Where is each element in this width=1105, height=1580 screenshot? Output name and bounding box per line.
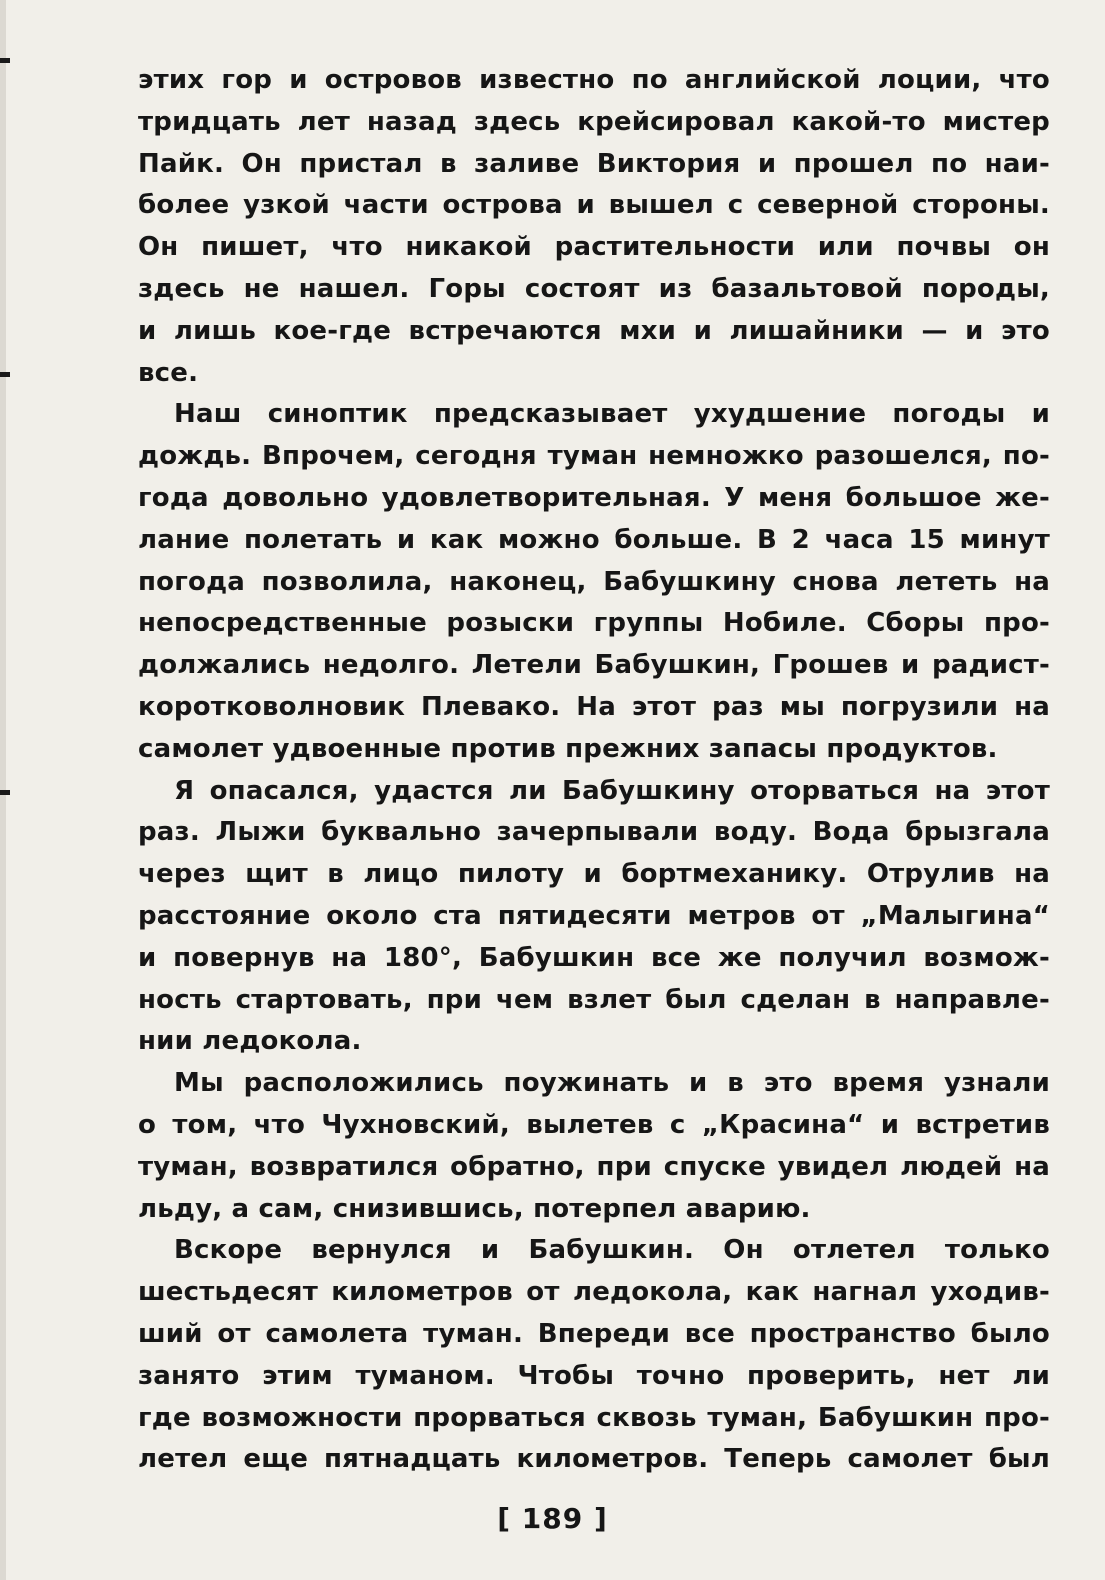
text-line: самолет удвоенные против прежних запасы продуктов. — [138, 733, 998, 764]
text-line: раз. Лыжи буквально зачерпывали воду. Вода брызгала — [138, 817, 1050, 848]
text-line: о том, что Чухновский, вылетев с „Красина“ и встретив — [138, 1109, 1050, 1140]
paragraph-3 — [138, 771, 1050, 1064]
text-line: более узкой части острова и вышел с северной стороны. — [138, 190, 1050, 221]
text-line: нии ледокола. — [138, 1026, 362, 1057]
text-line: непосредственные розыски группы Нобиле. Сборы про- — [138, 608, 1050, 639]
binding-mark — [0, 372, 10, 377]
text-line: дождь. Впрочем, сегодня туман немножко разошелся, по- — [138, 441, 1050, 472]
text-line: Пайк. Он пристал в заливе Виктория и прошел по наи- — [138, 148, 1050, 179]
text-line: расстояние около ста пятидесяти метров от „Малыгина“ — [138, 900, 1050, 931]
text-line: должались недолго. Летели Бабушкин, Грошев и радист- — [138, 650, 1050, 681]
text-line: занято этим туманом. Чтобы точно проверить, нет ли — [138, 1360, 1050, 1391]
text-line: и повернув на 180°, Бабушкин все же получил возмож- — [138, 942, 1050, 973]
paragraph-4 — [138, 1063, 1050, 1230]
text-line: Мы расположились поужинать и в это время узнали — [174, 1068, 1050, 1099]
text-line: Вскоре вернулся и Бабушкин. Он отлетел только — [174, 1235, 1050, 1266]
text-line: шестьдесят километров от ледокола, как нагнал уходив- — [138, 1277, 1050, 1308]
paragraph-2 — [138, 394, 1050, 770]
text-line: ность стартовать, при чем взлет был сделан в направле- — [138, 984, 1050, 1015]
page-number: [ 189 ] — [497, 1502, 608, 1535]
page-body — [138, 60, 1050, 1481]
text-line: этих гор и островов известно по английской лоции, что — [138, 65, 1050, 95]
text-line: тридцать лет назад здесь крейсировал какой-то мистер — [138, 106, 1050, 137]
binding-mark — [0, 58, 10, 63]
text-line: летел еще пятнадцать километров. Теперь самолет был — [138, 1444, 1050, 1475]
text-line: туман, возвратился обратно, при спуске увидел людей на — [138, 1151, 1050, 1182]
text-line: где возможности прорваться сквозь туман, Бабушкин про- — [138, 1402, 1050, 1433]
text-line: здесь не нашел. Горы состоят из базальтовой породы, — [138, 273, 1050, 304]
text-line: все. — [138, 357, 199, 388]
text-line: Я опасался, удастся ли Бабушкину оторваться на этот — [174, 775, 1050, 806]
text-line: ший от самолета туман. Впереди все пространство было — [138, 1318, 1050, 1349]
text-line: лание полетать и как можно больше. В 2 часа 15 минут — [138, 524, 1050, 555]
text-line: погода позволила, наконец, Бабушкину снова лететь на — [138, 566, 1050, 597]
text-line: коротковолновик Плевако. На этот раз мы погрузили на — [138, 691, 1050, 722]
text-line: года довольно удовлетворительная. У меня большое же- — [138, 482, 1050, 513]
text-line: Он пишет, что никакой растительности или почвы он — [138, 232, 1050, 263]
text-line: Наш синоптик предсказывает ухудшение погоды и — [174, 399, 1050, 430]
paragraph-5 — [138, 1230, 1050, 1481]
text-line: через щит в лицо пилоту и бортмеханику. Отрулив на — [138, 859, 1050, 890]
binding-mark — [0, 790, 10, 795]
paragraph-1 — [138, 60, 1050, 394]
text-line: льду, а сам, снизившись, потерпел аварию. — [138, 1193, 811, 1224]
text-line: и лишь кое-где встречаются мхи и лишайники — и это — [138, 315, 1050, 346]
